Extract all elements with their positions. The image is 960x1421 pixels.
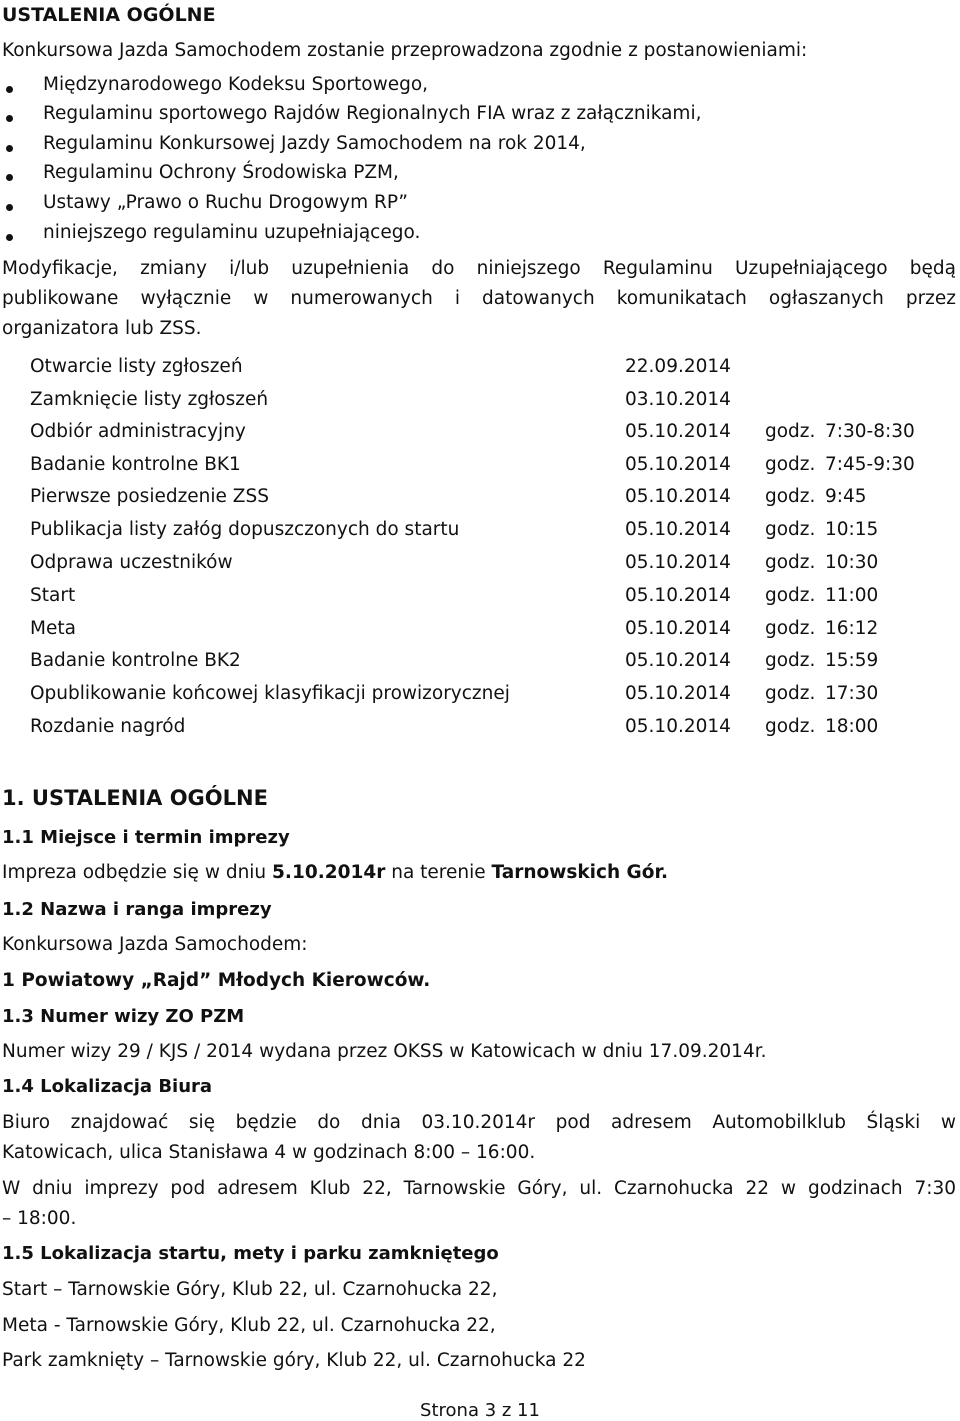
office-text: W dniu imprezy pod adresem Klub 22, Tarnowskie Góry, ul. Czarnohucka 22 w godzinach 7:30 <box>2 1178 956 1199</box>
schedule-row <box>30 486 950 512</box>
intro-text: Konkursowa Jazda Samochodem zostanie przeprowadzona zgodnie z postanowieniami: <box>2 40 808 61</box>
subsection-title: 1.2 Nazwa i ranga imprezy <box>2 899 272 920</box>
event-date-line: Impreza odbędzie się w dniu 5.10.2014r na terenie Tarnowskich Gór. <box>2 862 668 883</box>
schedule-date: 03.10.2014 <box>625 389 731 410</box>
event-type-text: Konkursowa Jazda Samochodem: <box>2 934 308 955</box>
event-name: 1 Powiatowy „Rajd” Młodych Kierowców. <box>2 970 431 991</box>
schedule-row <box>30 618 950 644</box>
bullet-icon <box>6 145 13 152</box>
schedule-row <box>30 421 950 447</box>
schedule-row <box>30 552 950 578</box>
schedule-godz: godz. <box>765 650 816 671</box>
start-location: Start – Tarnowskie Góry, Klub 22, ul. Czarnohucka 22, <box>2 1279 498 1300</box>
bullet-icon <box>6 234 13 241</box>
schedule-row <box>30 716 950 742</box>
schedule-date: 05.10.2014 <box>625 421 731 442</box>
bullet-icon <box>6 174 13 181</box>
schedule-date: 05.10.2014 <box>625 650 731 671</box>
schedule-godz: godz. <box>765 683 816 704</box>
visa-text: Numer wizy 29 / KJS / 2014 wydana przez OKSS w Katowicach w dniu 17.09.2014r. <box>2 1041 767 1062</box>
schedule-event: Otwarcie listy zgłoszeń <box>30 356 243 377</box>
schedule-date: 05.10.2014 <box>625 486 731 507</box>
schedule-event: Start <box>30 585 76 606</box>
schedule-date: 05.10.2014 <box>625 454 731 475</box>
schedule-godz: godz. <box>765 519 816 540</box>
office-text: Biuro znajdować się będzie do dnia 03.10.2014r pod adresem Automobilklub Śląski w <box>2 1112 956 1133</box>
subsection-title: 1.1 Miejsce i termin imprezy <box>2 827 290 848</box>
bullet-icon <box>6 86 13 93</box>
schedule-row <box>30 389 950 415</box>
schedule-event: Zamknięcie listy zgłoszeń <box>30 389 269 410</box>
schedule-event: Odbiór administracyjny <box>30 421 246 442</box>
subsection-title: 1.5 Lokalizacja startu, mety i parku zamkniętego <box>2 1243 499 1264</box>
page-heading: USTALENIA OGÓLNE <box>2 4 216 26</box>
subsection-title: 1.4 Lokalizacja Biura <box>2 1076 213 1097</box>
schedule-time: 7:30-8:30 <box>825 421 915 442</box>
schedule-date: 05.10.2014 <box>625 585 731 606</box>
schedule-time: 16:12 <box>825 618 879 639</box>
office-text: – 18:00. <box>2 1208 77 1229</box>
section-title: 1. USTALENIA OGÓLNE <box>2 786 268 810</box>
schedule-time: 10:15 <box>825 519 879 540</box>
schedule-row <box>30 683 950 709</box>
schedule-godz: godz. <box>765 421 816 442</box>
schedule-time: 7:45-9:30 <box>825 454 915 475</box>
schedule-time: 11:00 <box>825 585 879 606</box>
schedule-event: Pierwsze posiedzenie ZSS <box>30 486 269 507</box>
schedule-time: 10:30 <box>825 552 879 573</box>
schedule-event: Badanie kontrolne BK2 <box>30 650 241 671</box>
schedule-row <box>30 585 950 611</box>
schedule-time: 9:45 <box>825 486 867 507</box>
schedule-event: Publikacja listy załóg dopuszczonych do startu <box>30 519 460 540</box>
modifications-line: Modyfikacje, zmiany i/lub uzupełnienia do niniejszego Regulaminu Uzupełniającego będą <box>2 258 956 279</box>
schedule-row <box>30 356 950 382</box>
schedule-godz: godz. <box>765 552 816 573</box>
schedule-event: Rozdanie nagród <box>30 716 186 737</box>
schedule-row <box>30 650 950 676</box>
bullet-icon <box>6 204 13 211</box>
schedule-time: 17:30 <box>825 683 879 704</box>
schedule-event: Meta <box>30 618 76 639</box>
schedule-row <box>30 519 950 545</box>
schedule-godz: godz. <box>765 454 816 475</box>
schedule-time: 15:59 <box>825 650 879 671</box>
bullet-icon <box>6 115 13 122</box>
park-location: Park zamknięty – Tarnowskie góry, Klub 22, ul. Czarnohucka 22 <box>2 1350 586 1371</box>
schedule-godz: godz. <box>765 585 816 606</box>
schedule-date: 05.10.2014 <box>625 716 731 737</box>
schedule-godz: godz. <box>765 716 816 737</box>
schedule-godz: godz. <box>765 486 816 507</box>
schedule-time: 18:00 <box>825 716 879 737</box>
schedule-event: Opublikowanie końcowej klasyfikacji prowizorycznej <box>30 683 510 704</box>
subsection-title: 1.3 Numer wizy ZO PZM <box>2 1006 245 1027</box>
office-text: Katowicach, ulica Stanisława 4 w godzinach 8:00 – 16:00. <box>2 1142 536 1163</box>
modifications-line: publikowane wyłącznie w numerowanych i datowanych komunikatach ogłaszanych przez <box>2 288 956 309</box>
modifications-line: organizatora lub ZSS. <box>2 318 202 339</box>
schedule-date: 05.10.2014 <box>625 552 731 573</box>
schedule-godz: godz. <box>765 618 816 639</box>
document-page: USTALENIA OGÓLNE Konkursowa Jazda Samochodem zostanie przeprowadzona zgodnie z postanowieniami: Międzynarodowego Kodeksu Sportowego, Regulaminu sportowego Rajdów Regionalnych FIA wraz z załącznikami, Regulaminu Konkursowej Jazdy Samochodem na rok 2014, Regulaminu Ochrony Środowiska PZM, Ustawy „Prawo o Ruchu Drogowym RP” niniejszego regulaminu uzupełniającego. Modyfikacje, zmiany i/lub uzupełnienia do niniejszego Regulaminu Uzupełniającego będą publikowane wyłącznie w numerowanych i datowanych komunikatach ogłaszanych przez organizatora lub ZSS. Otwarcie listy zgłoszeń 22.09.2014 Zamknięcie listy zgłoszeń 03.10.2014 Odbiór administracyjny 05.10.2014 godz. 7:30-8:30 Badanie kontrolne BK1 05.10.2014 godz. 7:45-9:30 Pierwsze posiedzenie ZSS 05.10.2014 godz. 9:45 Publikacja listy załóg dopuszczonych do startu 05.10.2014 godz. 10:15 Odprawa uczestników 05.10.2014 godz. 10:30 Start 05.10.2014 godz. 11:00 Meta 05.10.2014 godz. 16:12 Badanie kontrolne BK2 05.10.2014 godz. 15:59 Opublikowanie końcowej klasyfikacji prowizorycznej 05.10.2014 godz. 17:30 Rozdanie nagród 05.10.2014 godz. 18:00 1. USTALENIA OGÓLNE 1.1 Miejsce i termin imprezy Impreza odbędzie się w dniu 5.10.2014r na terenie Tarnowskich Gór. 1.2 Nazwa i ranga imprezy Konkursowa Jazda Samochodem: 1 Powiatowy „Rajd” Młodych Kierowców. 1.3 Numer wizy ZO PZM Numer wizy 29 / KJS / 2014 wydana przez OKSS w Katowicach w dniu 17.09.2014r. 1.4 Lokalizacja Biura Biuro znajdować się będzie do dnia 03.10.2014r pod adresem Automobilklub Śląski w Katowicach, ulica Stanisława 4 w godzinach 8:00 – 16:00. W dniu imprezy pod adresem Klub 22, Tarnowskie Góry, ul. Czarnohucka 22 w godzinach 7:30 – 18:00. 1.5 Lokalizacja startu, mety i parku zamkniętego Start – Tarnowskie Góry, Klub 22, ul. Czarnohucka 22, Meta - Tarnowskie Góry, Klub 22, ul. Czarnohucka 22, Park zamknięty – Tarnowskie góry, Klub 22, ul. Czarnohucka 22 Strona 3 z 11 <box>0 0 960 1419</box>
schedule-date: 05.10.2014 <box>625 683 731 704</box>
finish-location: Meta - Tarnowskie Góry, Klub 22, ul. Czarnohucka 22, <box>2 1315 496 1336</box>
schedule-event: Odprawa uczestników <box>30 552 233 573</box>
schedule-date: 05.10.2014 <box>625 618 731 639</box>
schedule-date: 22.09.2014 <box>625 356 731 377</box>
page-number: Strona 3 z 11 <box>420 1400 540 1421</box>
schedule-event: Badanie kontrolne BK1 <box>30 454 241 475</box>
schedule-row <box>30 454 950 480</box>
schedule-date: 05.10.2014 <box>625 519 731 540</box>
